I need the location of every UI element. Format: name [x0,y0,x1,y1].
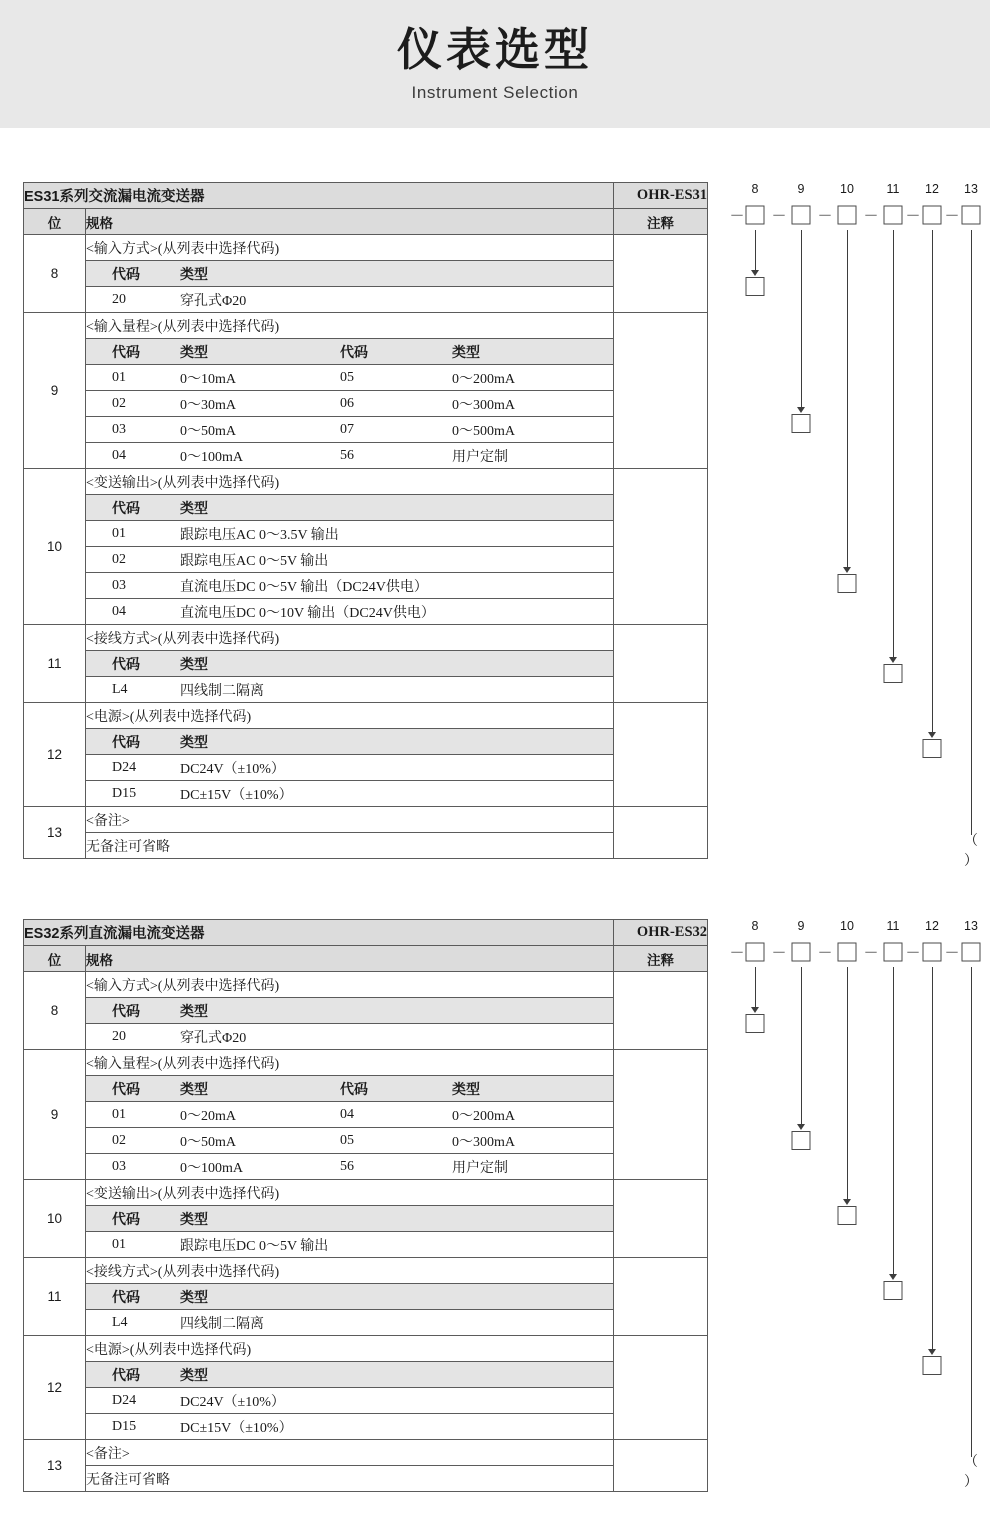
option-type: 0～20mA [180,1108,236,1124]
option-code: 02 [112,1132,126,1148]
table-row [24,625,708,651]
position-cell: 13 [24,1440,86,1492]
subheader-code: 代码 [112,735,140,751]
position-cell: 9 [24,313,86,469]
table-row [24,443,708,469]
code-dash: － [729,945,745,962]
series-title: ES32系列直流漏电流变送器 [24,920,614,946]
table-row [24,729,708,755]
table-row [24,391,708,417]
table-row [24,1206,708,1232]
option-cell [86,1128,614,1154]
table-row [24,547,708,573]
connector-line-12 [932,967,933,1352]
option-type: 0～100mA [180,1160,243,1176]
subheader-cell [86,1206,614,1232]
subheader-code: 代码 [112,1004,140,1020]
code-box-12[interactable] [923,943,942,962]
code-num-12: 12 [925,182,939,196]
subheader-code-2: 代码 [340,1082,368,1098]
subheader-type: 类型 [180,1212,208,1228]
table-row [24,972,708,998]
target-box-8 [746,1014,765,1033]
option-cell [86,1232,614,1258]
code-num-10: 10 [840,919,854,933]
subheader-code: 代码 [112,1082,140,1098]
code-num-11: 11 [886,182,900,196]
target-box-10 [838,574,857,593]
option-type: 0～30mA [180,397,236,413]
option-code-2: 04 [340,1106,354,1122]
connector-arrow-11 [889,1274,897,1280]
option-code: 03 [112,421,126,437]
table-row [24,1258,708,1284]
remark-note-cell [614,807,708,859]
table-row [24,807,708,833]
option-type: 0～100mA [180,449,243,465]
option-cell [86,547,614,573]
option-cell [86,599,614,625]
option-type: 直流电压DC 0～5V 输出（DC24V供电） [180,579,428,595]
subheader-cell [86,339,614,365]
connector-line-8 [755,230,756,273]
connector-line-10 [847,967,848,1202]
remark-parenthesis: （ ） [964,834,978,869]
option-code: D24 [112,1392,137,1408]
table-row [24,287,708,313]
connector-line-13 [971,967,972,1457]
code-num-13: 13 [964,182,978,196]
code-box-8[interactable] [746,943,765,962]
option-code: 01 [112,1106,126,1122]
option-code: L4 [112,1314,128,1330]
option-type: 跟踪电压DC 0～5V 输出 [180,1238,329,1254]
option-type: DC±15V（±10%） [180,1420,293,1436]
option-code: L4 [112,681,128,697]
subheader-type: 类型 [180,1004,208,1020]
group-heading: <输入量程>(从列表中选择代码) [86,1050,614,1076]
table-row [24,417,708,443]
note-cell [614,703,708,807]
subheader-type: 类型 [180,657,208,673]
option-code: 02 [112,551,126,567]
connector-arrow-9 [797,1124,805,1130]
remark-text: 无备注可省略 [86,1466,614,1492]
option-code: 03 [112,577,126,593]
table-row [24,703,708,729]
position-cell: 11 [24,625,86,703]
code-num-8: 8 [751,182,759,196]
note-cell [614,313,708,469]
option-cell [86,1388,614,1414]
page-title: 仪表选型 [396,25,593,76]
note-cell [614,1336,708,1440]
table-row [24,1232,708,1258]
option-cell [86,521,614,547]
remark-note-cell [614,1440,708,1492]
group-heading: <输入量程>(从列表中选择代码) [86,313,614,339]
option-type: 穿孔式Φ20 [180,1030,247,1046]
table-row [24,1128,708,1154]
table-header-row [24,946,708,972]
subheader-cell [86,1076,614,1102]
table-row [24,1102,708,1128]
subheader-type-2: 类型 [452,1082,480,1098]
option-code: D24 [112,759,137,775]
note-cell [614,625,708,703]
subheader-code: 代码 [112,345,140,361]
connector-line-12 [932,230,933,735]
option-cell [86,287,614,313]
code-box-8[interactable] [746,206,765,225]
option-code: D15 [112,785,137,801]
code-num-11: 11 [886,919,900,933]
connector-arrow-12 [928,1349,936,1355]
table-row [24,833,708,859]
option-cell [86,1414,614,1440]
table-row [24,573,708,599]
option-type: DC24V（±10%） [180,761,285,777]
option-type-2: 0～500mA [452,423,515,439]
col-header-spec: 规格 [86,209,614,235]
connector-line-9 [801,230,802,410]
option-type: 0～10mA [180,371,236,387]
code-box-12[interactable] [923,206,942,225]
connector-arrow-11 [889,657,897,663]
remark-parenthesis: （ ） [964,1455,978,1490]
code-position-numbers [717,919,978,937]
section-es32 [23,919,978,1492]
position-cell: 8 [24,235,86,313]
option-cell [86,755,614,781]
option-type-2: 0～300mA [452,397,515,413]
option-type: 直流电压DC 0～10V 输出（DC24V供电） [180,605,435,621]
note-cell [614,1258,708,1336]
connector-line-9 [801,967,802,1127]
subheader-type-2: 类型 [452,345,480,361]
option-type: 穿孔式Φ20 [180,293,247,309]
group-heading: <接线方式>(从列表中选择代码) [86,625,614,651]
option-code: 20 [112,291,126,307]
option-cell [86,677,614,703]
option-code-2: 56 [340,1158,354,1174]
position-cell: 12 [24,703,86,807]
position-cell: 11 [24,1258,86,1336]
target-box-9 [792,414,811,433]
option-type-2: 0～300mA [452,1134,515,1150]
option-type: 四线制二隔离 [180,683,264,699]
target-box-11 [884,664,903,683]
connector-arrow-12 [928,732,936,738]
group-heading: <电源>(从列表中选择代码) [86,1336,614,1362]
model-code: OHR-ES31 [614,183,708,209]
table-row [24,1180,708,1206]
code-boxes-row [717,937,967,967]
group-heading: <变送输出>(从列表中选择代码) [86,469,614,495]
table-row [24,365,708,391]
model-code: OHR-ES32 [614,920,708,946]
table-row [24,1076,708,1102]
code-num-8: 8 [751,919,759,933]
note-cell [614,1180,708,1258]
subheader-type: 类型 [180,345,208,361]
option-code: 01 [112,369,126,385]
option-code-2: 06 [340,395,354,411]
option-type-2: 0～200mA [452,1108,515,1124]
table-row [24,1284,708,1310]
option-cell [86,1310,614,1336]
table-row [24,599,708,625]
table-row [24,1362,708,1388]
code-dash: － [863,945,879,962]
col-header-spec: 规格 [86,946,614,972]
group-heading: <输入方式>(从列表中选择代码) [86,972,614,998]
option-type-2: 0～200mA [452,371,515,387]
subheader-type: 类型 [180,1082,208,1098]
subheader-type: 类型 [180,501,208,517]
option-code: 01 [112,525,126,541]
code-dash: － [817,208,833,225]
table-row [24,1024,708,1050]
code-dash: － [944,945,960,962]
subheader-cell [86,1362,614,1388]
position-cell: 10 [24,1180,86,1258]
option-type: 跟踪电压AC 0～5V 输出 [180,553,329,569]
col-header-note: 注释 [614,946,708,972]
code-box-10[interactable] [838,206,857,225]
connector-arrow-8 [751,270,759,276]
code-dash: － [729,208,745,225]
connector-line-11 [893,967,894,1277]
spec-table-es32 [23,919,708,1492]
code-num-13: 13 [964,919,978,933]
connector-arrow-10 [843,567,851,573]
table-row [24,781,708,807]
table-row [24,521,708,547]
option-type: 0～50mA [180,1134,236,1150]
subheader-code: 代码 [112,267,140,283]
option-type: 四线制二隔离 [180,1316,264,1332]
option-code-2: 07 [340,421,354,437]
code-box-13[interactable] [962,943,981,962]
code-box-13[interactable] [962,206,981,225]
option-cell [86,417,614,443]
position-cell: 12 [24,1336,86,1440]
code-dash: － [771,208,787,225]
code-box-9[interactable] [792,943,811,962]
table-title-row [24,183,708,209]
table-header-row [24,209,708,235]
target-box-11 [884,1281,903,1300]
group-heading: <备注> [86,1440,614,1466]
connector-line-8 [755,967,756,1010]
option-code: 04 [112,447,126,463]
position-cell: 8 [24,972,86,1050]
code-num-10: 10 [840,182,854,196]
subheader-type: 类型 [180,1290,208,1306]
subheader-code: 代码 [112,1368,140,1384]
option-cell [86,365,614,391]
table-row [24,677,708,703]
subheader-cell [86,1284,614,1310]
col-header-pos: 位 [24,209,86,235]
table-row [24,1310,708,1336]
target-box-12 [923,739,942,758]
code-dash: － [771,945,787,962]
section-es31 [23,182,978,869]
target-box-9 [792,1131,811,1150]
table-row [24,1414,708,1440]
connector-arrow-10 [843,1199,851,1205]
code-dash: － [817,945,833,962]
subheader-cell [86,998,614,1024]
spec-table-es31 [23,182,708,859]
code-box-11[interactable] [884,206,903,225]
page-banner [0,0,990,128]
subheader-code: 代码 [112,501,140,517]
connector-line-13 [971,230,972,835]
code-box-10[interactable] [838,943,857,962]
note-cell [614,235,708,313]
table-row [24,755,708,781]
table-row [24,261,708,287]
option-type: DC±15V（±10%） [180,787,293,803]
subheader-code: 代码 [112,1290,140,1306]
table-row [24,998,708,1024]
option-cell [86,1024,614,1050]
code-dash: － [905,208,921,225]
subheader-cell [86,495,614,521]
option-type-2: 用户定制 [452,449,508,465]
table-row [24,469,708,495]
group-heading: <变送输出>(从列表中选择代码) [86,1180,614,1206]
option-cell [86,1154,614,1180]
group-heading: <接线方式>(从列表中选择代码) [86,1258,614,1284]
connector-line-11 [893,230,894,660]
code-diagram-es31 [717,182,978,869]
option-cell [86,391,614,417]
col-header-pos: 位 [24,946,86,972]
table-row [24,1050,708,1076]
option-code: 01 [112,1236,126,1252]
subheader-type: 类型 [180,1368,208,1384]
table-row [24,1440,708,1466]
target-box-12 [923,1356,942,1375]
series-title: ES31系列交流漏电流变送器 [24,183,614,209]
table-row [24,495,708,521]
note-cell [614,1050,708,1180]
table-row [24,651,708,677]
table-row [24,313,708,339]
option-cell [86,1102,614,1128]
subheader-code-2: 代码 [340,345,368,361]
table-row [24,235,708,261]
option-type: 跟踪电压AC 0～3.5V 输出 [180,527,339,543]
code-box-9[interactable] [792,206,811,225]
option-type-2: 用户定制 [452,1160,508,1176]
code-num-12: 12 [925,919,939,933]
group-heading: <输入方式>(从列表中选择代码) [86,235,614,261]
option-code-2: 05 [340,1132,354,1148]
option-code: 04 [112,603,126,619]
position-cell: 9 [24,1050,86,1180]
option-type: 0～50mA [180,423,236,439]
code-boxes-row [717,200,967,230]
remark-text: 无备注可省略 [86,833,614,859]
option-cell [86,573,614,599]
col-header-note: 注释 [614,209,708,235]
page-subtitle: Instrument Selection [411,82,579,102]
table-row [24,339,708,365]
note-cell [614,469,708,625]
code-dash: － [863,208,879,225]
option-code: 03 [112,1158,126,1174]
subheader-code: 代码 [112,657,140,673]
subheader-code: 代码 [112,1212,140,1228]
group-heading: <电源>(从列表中选择代码) [86,703,614,729]
option-code-2: 56 [340,447,354,463]
option-code: 20 [112,1028,126,1044]
subheader-type: 类型 [180,735,208,751]
subheader-cell [86,261,614,287]
code-num-9: 9 [797,919,805,933]
note-cell [614,972,708,1050]
connector-arrow-8 [751,1007,759,1013]
table-row [24,1336,708,1362]
subheader-cell [86,651,614,677]
target-box-10 [838,1206,857,1225]
code-box-11[interactable] [884,943,903,962]
table-row [24,1466,708,1492]
group-heading: <备注> [86,807,614,833]
target-box-8 [746,277,765,296]
table-row [24,1154,708,1180]
subheader-cell [86,729,614,755]
code-position-numbers [717,182,978,200]
code-diagram-es32 [717,919,978,1490]
option-cell [86,781,614,807]
code-dash: － [905,945,921,962]
option-cell [86,443,614,469]
option-code: 02 [112,395,126,411]
position-cell: 10 [24,469,86,625]
option-code-2: 05 [340,369,354,385]
option-code: D15 [112,1418,137,1434]
connector-line-10 [847,230,848,570]
subheader-type: 类型 [180,267,208,283]
position-cell: 13 [24,807,86,859]
connector-arrow-9 [797,407,805,413]
option-type: DC24V（±10%） [180,1394,285,1410]
code-num-9: 9 [797,182,805,196]
table-title-row [24,920,708,946]
table-row [24,1388,708,1414]
code-dash: － [944,208,960,225]
